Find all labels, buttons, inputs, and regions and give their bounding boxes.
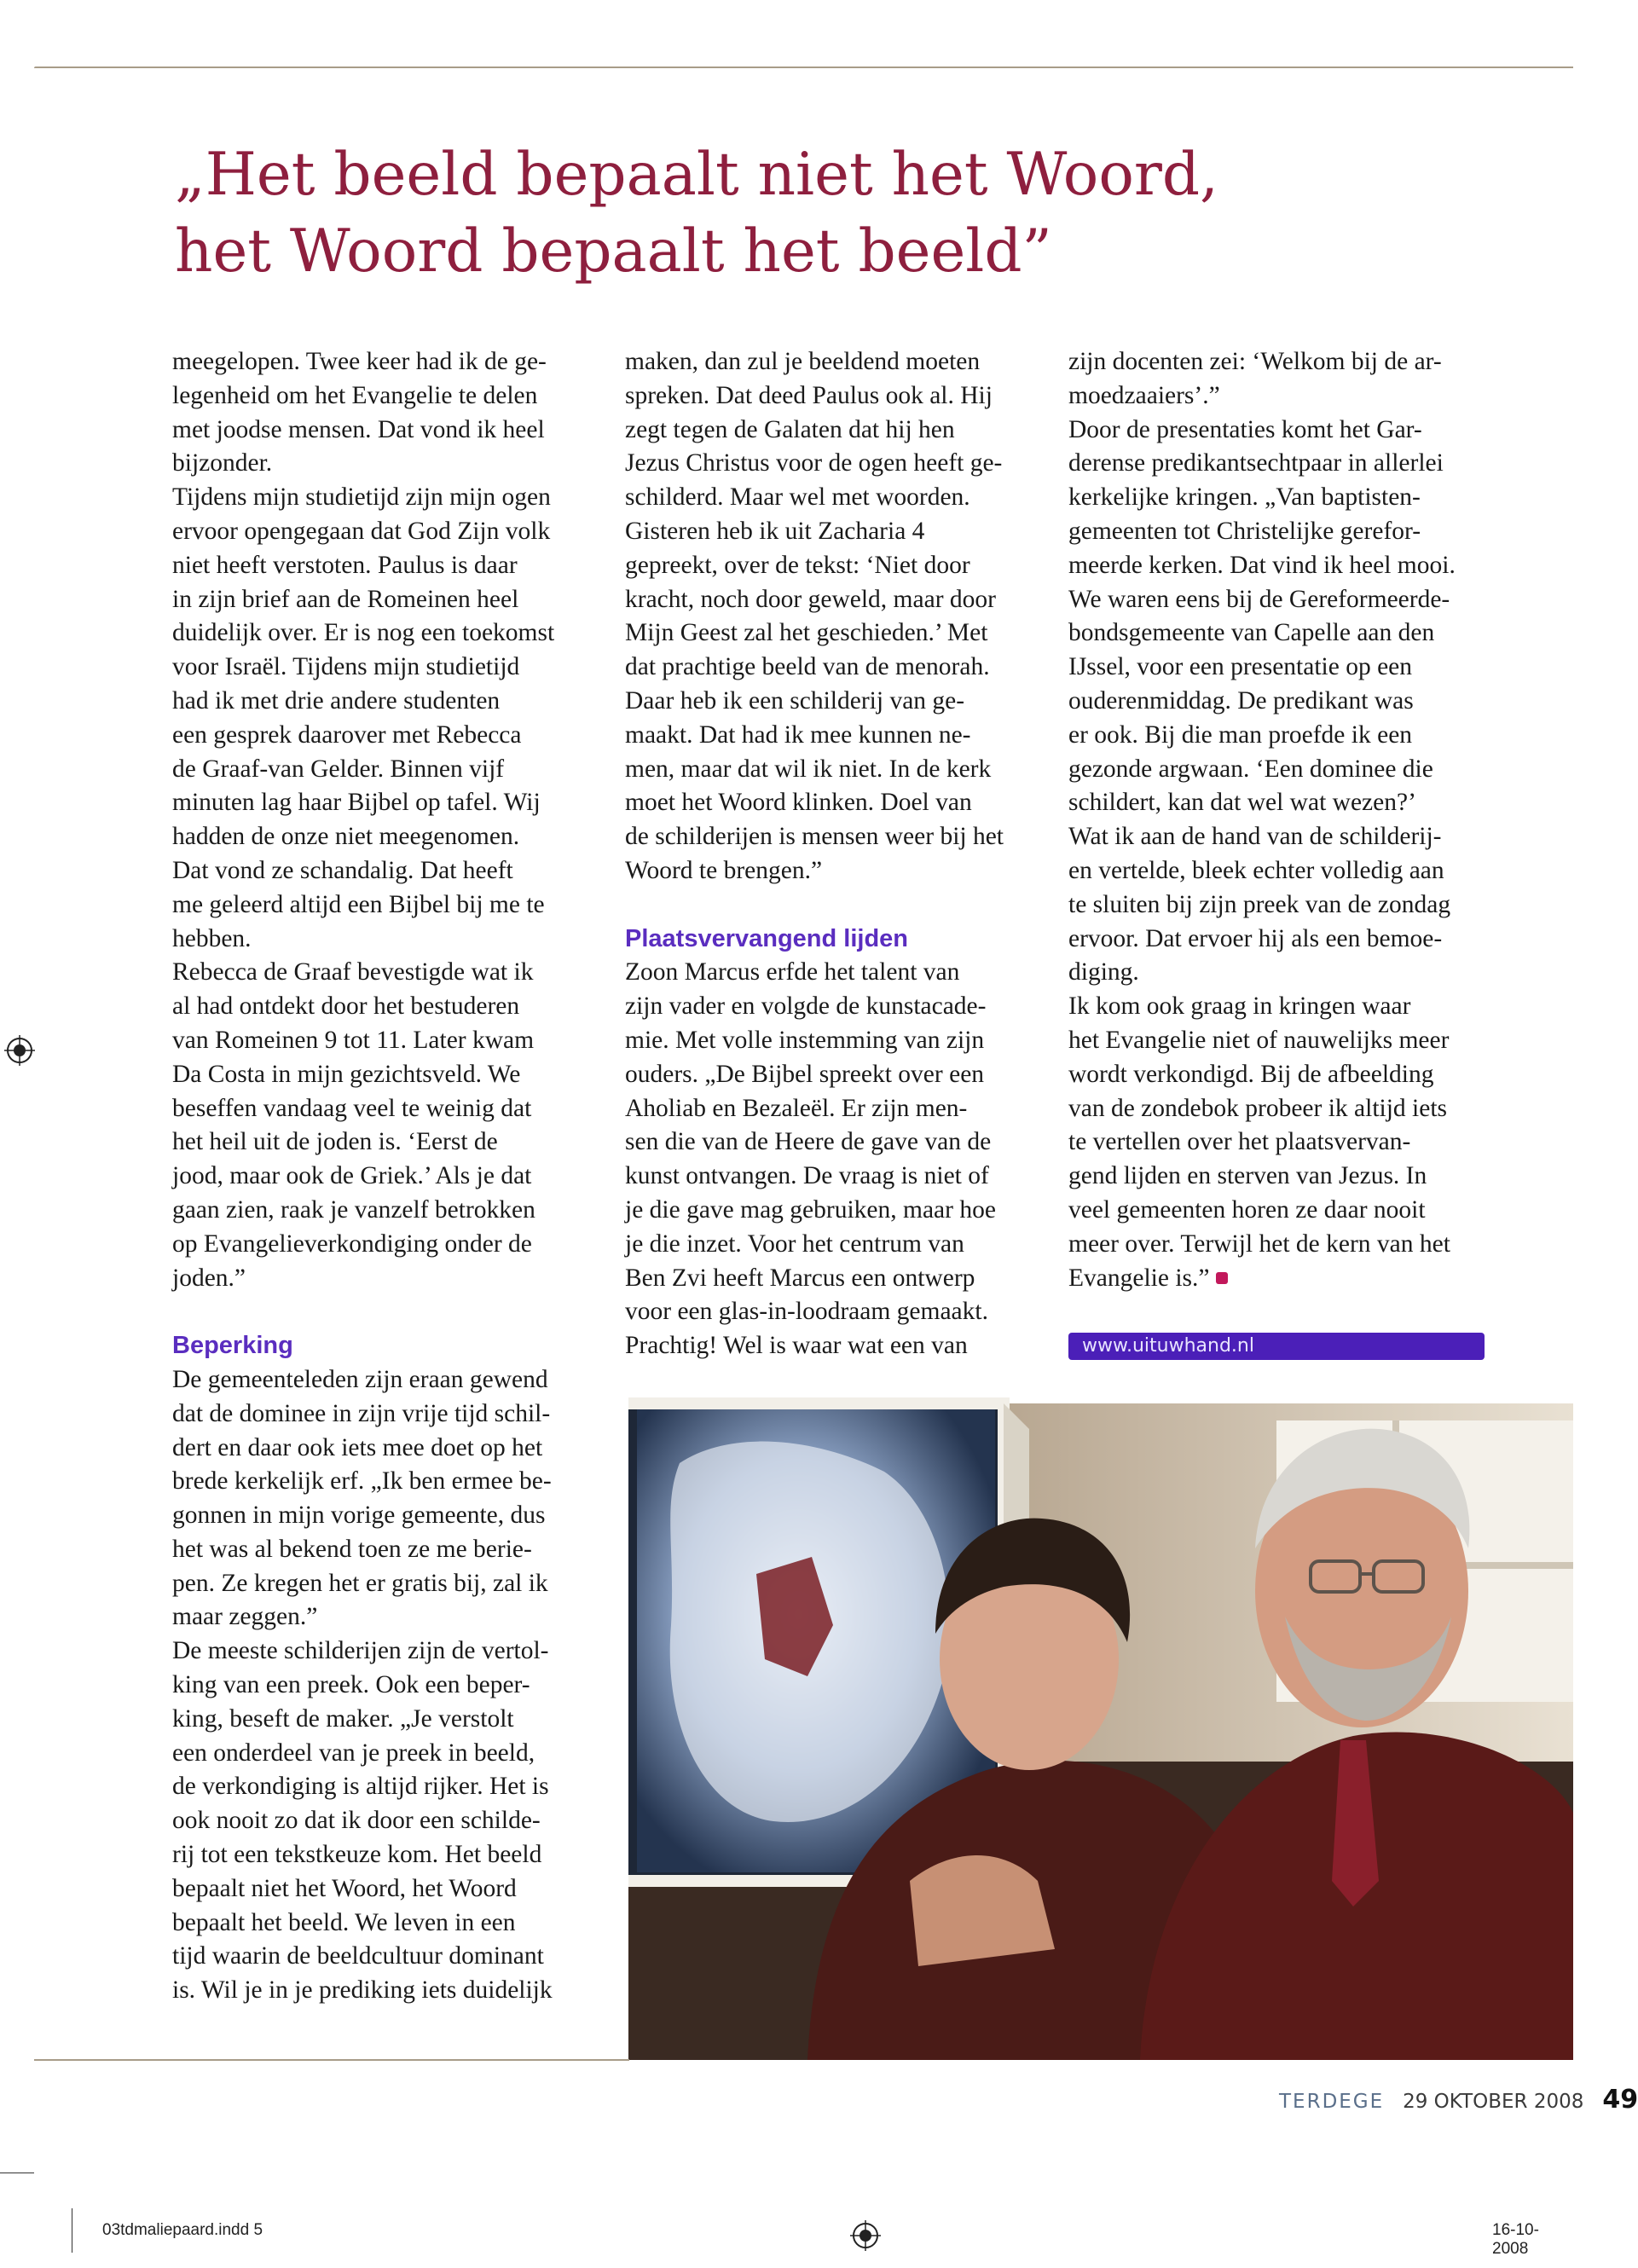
text-line: ouders. „De Bijbel spreekt over een <box>625 1060 985 1088</box>
text-line: de verkondiging is altijd rijker. Het is <box>172 1773 549 1801</box>
text-line: gend lijden en sterven van Jezus. In <box>1068 1162 1427 1190</box>
text-line: Tijdens mijn studietijd zijn mijn ogen <box>172 483 551 512</box>
text-line: meerde kerken. Dat vind ik heel mooi. <box>1068 551 1456 579</box>
text-line: pen. Ze kregen het er gratis bij, zal ik <box>172 1569 548 1597</box>
article-title <box>175 136 1454 290</box>
text-line: dat de dominee in zijn vrije tijd schil- <box>172 1399 551 1427</box>
column-2 <box>625 345 1047 1363</box>
text-line: derense predikantsechtpaar in allerlei <box>1068 449 1444 477</box>
text-line: duidelijk over. Er is nog een toekomst <box>172 619 555 647</box>
text-line: men, maar dat wil ik niet. In de kerk <box>625 755 992 783</box>
text-line: kracht, noch door geweld, maar door <box>625 585 996 613</box>
text-line: jood, maar ook de Griek.’ Als je dat <box>172 1162 532 1190</box>
col1-para1 <box>172 345 594 481</box>
text-line: te sluiten bij zijn preek van de zondag <box>1068 890 1451 918</box>
text-line: gaan zien, raak je vanzelf betrokken <box>172 1195 535 1224</box>
text-line: het heil uit de joden is. ‘Eerst de <box>172 1128 498 1156</box>
text-line: We waren eens bij de Gereformeerde- <box>1068 585 1450 613</box>
text-line: joden.” <box>172 1264 246 1292</box>
issue-date: 29 OKTOBER 2008 <box>1403 2091 1584 2113</box>
text-line: IJssel, voor een presentatie op een <box>1068 653 1413 681</box>
title-line-1: „Het beeld bepaalt niet het Woord, <box>175 141 1218 209</box>
column-3 <box>1068 345 1512 1295</box>
spacer <box>625 888 1047 923</box>
text-line: Rebecca de Graaf bevestigde wat ik <box>172 958 534 986</box>
text-line: Gisteren heb ik uit Zacharia 4 <box>625 517 925 545</box>
text-line: en vertelde, bleek echter volledig aan <box>1068 856 1444 884</box>
text-line: veel gemeenten horen ze daar nooit <box>1068 1195 1426 1224</box>
registration-mark-icon <box>4 1035 35 1066</box>
text-line: Daar heb ik een schilderij van ge- <box>625 686 965 715</box>
text-line: tijd waarin de beeldcultuur dominant <box>172 1942 544 1970</box>
text-line: minuten lag haar Bijbel op tafel. Wij <box>172 789 541 817</box>
text-line: zijn vader en volgde de kunstacade- <box>625 992 987 1021</box>
text-line: diging. <box>1068 958 1139 986</box>
text-line: king van een preek. Ook een beper- <box>172 1671 530 1699</box>
text-line: van de zondebok probeer ik altijd iets <box>1068 1094 1447 1122</box>
col3-para2 <box>1068 414 1512 991</box>
page-footer <box>1279 2083 1638 2117</box>
text-line: moet het Woord klinken. Doel van <box>625 789 972 817</box>
text-line: niet heeft verstoten. Paulus is daar <box>172 551 518 579</box>
text-line: ook nooit zo dat ik door een schilde- <box>172 1807 541 1835</box>
text-line: ervoor opengegaan dat God Zijn volk <box>172 517 551 545</box>
text-line: De meeste schilderijen zijn de vertol- <box>172 1637 549 1665</box>
text-line: Aholiab en Bezaleël. Er zijn men- <box>625 1094 968 1122</box>
magazine-name: TERDEGE <box>1279 2091 1385 2113</box>
text-line: schilderd. Maar wel met woorden. <box>625 483 970 512</box>
text-line: zegt tegen de Galaten dat hij hen <box>625 415 955 443</box>
text-line: ouderenmiddag. De predikant was <box>1068 686 1414 715</box>
text-line: spreken. Dat deed Paulus ook al. Hij <box>625 381 993 409</box>
heading-beperking: Beperking <box>172 1332 293 1360</box>
text-line: Da Costa in mijn gezichtsveld. We <box>172 1060 521 1088</box>
text-line: te vertellen over het plaatsvervan- <box>1068 1128 1411 1156</box>
page-number: 49 <box>1602 2085 1638 2115</box>
text-line: schildert, kan dat wel wat wezen?’ <box>1068 789 1416 817</box>
text-line: van Romeinen 9 tot 11. Later kwam <box>172 1026 535 1054</box>
text-line: Zoon Marcus erfde het talent van <box>625 958 960 986</box>
text-line: Ben Zvi heeft Marcus een ontwerp <box>625 1264 975 1292</box>
text-line: kerkelijke kringen. „Van baptisten- <box>1068 483 1421 512</box>
text-line: mie. Met volle instemming van zijn <box>625 1026 985 1054</box>
text-line: gezonde argwaan. ‘Een dominee die <box>1068 755 1433 783</box>
text-line: kunst ontvangen. De vraag is niet of <box>625 1162 989 1190</box>
text-line: de schilderijen is mensen weer bij het <box>625 823 1004 851</box>
col3-para1 <box>1068 345 1512 414</box>
text-line: een gesprek daarover met Rebecca <box>172 720 522 749</box>
text-line: met joodse mensen. Dat vond ik heel <box>172 415 545 443</box>
text-line: Dat vond ze schandalig. Dat heeft <box>172 856 513 884</box>
text-line: rij tot een tekstkeuze kom. Het beeld <box>172 1841 542 1869</box>
text-line: Ik kom ook graag in kringen waar <box>1068 992 1411 1021</box>
text-line: legenheid om het Evangelie te delen <box>172 381 538 409</box>
slug-date: 16-10-2008 <box>1492 2221 1539 2258</box>
text-line: bijzonder. <box>172 449 273 477</box>
text-line: me geleerd altijd een Bijbel bij me te <box>172 890 545 918</box>
col1-para2 <box>172 481 594 956</box>
text-line: de Graaf-van Gelder. Binnen vijf <box>172 755 505 783</box>
photo-illustration <box>628 1403 1573 2060</box>
text-line: Door de presentaties komt het Gar- <box>1068 415 1422 443</box>
col3-para3 <box>1068 990 1512 1295</box>
text-line: meer over. Terwijl het de kern van het <box>1068 1229 1450 1258</box>
text-line: dert en daar ook iets mee doet op het <box>172 1433 543 1461</box>
text-line: voor Israël. Tijdens mijn studietijd <box>172 653 520 681</box>
text-line: dat prachtige beeld van de menorah. <box>625 653 990 681</box>
text-line: gonnen in mijn vorige gemeente, dus <box>172 1501 546 1530</box>
text-line: gepreekt, over de tekst: ‘Niet door <box>625 551 970 579</box>
slug-filename: 03tdmaliepaard.indd 5 <box>102 2221 263 2239</box>
text-line: brede kerkelijk erf. „Ik ben ermee be- <box>172 1467 552 1496</box>
text-line: is. Wil je in je prediking iets duidelijk <box>172 1976 553 2005</box>
text-line: je die inzet. Voor het centrum van <box>625 1229 964 1258</box>
text-line: je die gave mag gebruiken, maar hoe <box>625 1195 996 1224</box>
text-line: maar zeggen.” <box>172 1603 318 1631</box>
heading-plaatsvervangend-lijden: Plaatsvervangend lijden <box>625 924 909 952</box>
col1-para4 <box>172 1363 594 1634</box>
photo-couple-with-painting <box>628 1403 1573 2060</box>
text-line: voor een glas-in-loodraam gemaakt. <box>625 1298 988 1326</box>
text-line: meegelopen. Twee keer had ik de ge- <box>172 348 547 375</box>
column-1 <box>172 345 594 2008</box>
top-rule <box>34 67 1573 68</box>
bottom-rule <box>34 2059 629 2061</box>
text-line: maken, dan zul je beeldend moeten <box>625 348 981 375</box>
text-line: een onderdeel van je preek in beeld, <box>172 1739 535 1767</box>
text-line: bepaalt niet het Woord, het Woord <box>172 1874 517 1902</box>
text-line: bondsgemeente van Capelle aan den <box>1068 619 1435 647</box>
text-line: king, beseft de maker. „Je verstolt <box>172 1704 514 1733</box>
website-link[interactable]: www.uituwhand.nl <box>1068 1333 1485 1360</box>
text-line: ervoor. Dat ervoer hij als een bemoe- <box>1068 924 1443 952</box>
text-line: beseffen vandaag veel te weinig dat <box>172 1094 532 1122</box>
text-line: had ik met drie andere studenten <box>172 686 501 715</box>
text-line: in zijn brief aan de Romeinen heel <box>172 585 519 613</box>
text-line: Jezus Christus voor de ogen heeft ge- <box>625 449 1003 477</box>
text-line: zijn docenten zei: ‘Welkom bij de ar- <box>1068 348 1442 375</box>
text-line: maakt. Dat had ik mee kunnen ne- <box>625 720 971 749</box>
text-line: Prachtig! Wel is waar wat een van <box>625 1332 968 1360</box>
text-line: hadden de onze niet meegenomen. <box>172 823 520 851</box>
text-line: Mijn Geest zal het geschieden.’ Met <box>625 619 988 647</box>
text-line: het was al bekend toen ze me berie- <box>172 1535 532 1563</box>
text-line: De gemeenteleden zijn eraan gewend <box>172 1365 548 1393</box>
text-line: sen die van de Heere de gave van de <box>625 1128 992 1156</box>
text-line: bepaalt het beeld. We leven in een <box>172 1908 516 1936</box>
text-line: wordt verkondigd. Bij de afbeelding <box>1068 1060 1434 1088</box>
text-line: hebben. <box>172 924 252 952</box>
text-line: er ook. Bij die man proefde ik een <box>1068 720 1413 749</box>
spacer <box>172 1295 594 1329</box>
end-mark-icon <box>1216 1272 1228 1284</box>
text-line: al had ontdekt door het bestuderen <box>172 992 520 1021</box>
col1-para5 <box>172 1634 594 2008</box>
text-line: Wat ik aan de hand van de schilderij- <box>1068 823 1442 851</box>
title-line-2: het Woord bepaalt het beeld” <box>175 217 1052 286</box>
col1-para3 <box>172 956 594 1295</box>
registration-mark-bottom-icon <box>850 2220 881 2251</box>
text-line: gemeenten tot Christelijke gerefor- <box>1068 517 1421 545</box>
col2-para2 <box>625 956 1047 1363</box>
text-line: het Evangelie niet of nauwelijks meer <box>1068 1026 1450 1054</box>
text-line: Woord te brengen.” <box>625 856 823 884</box>
col2-para1 <box>625 345 1047 888</box>
text-line: op Evangelieverkondiging onder de <box>172 1229 532 1258</box>
text-line: Evangelie is.” <box>1068 1262 1512 1296</box>
text-line: moedzaaiers’.” <box>1068 381 1220 409</box>
